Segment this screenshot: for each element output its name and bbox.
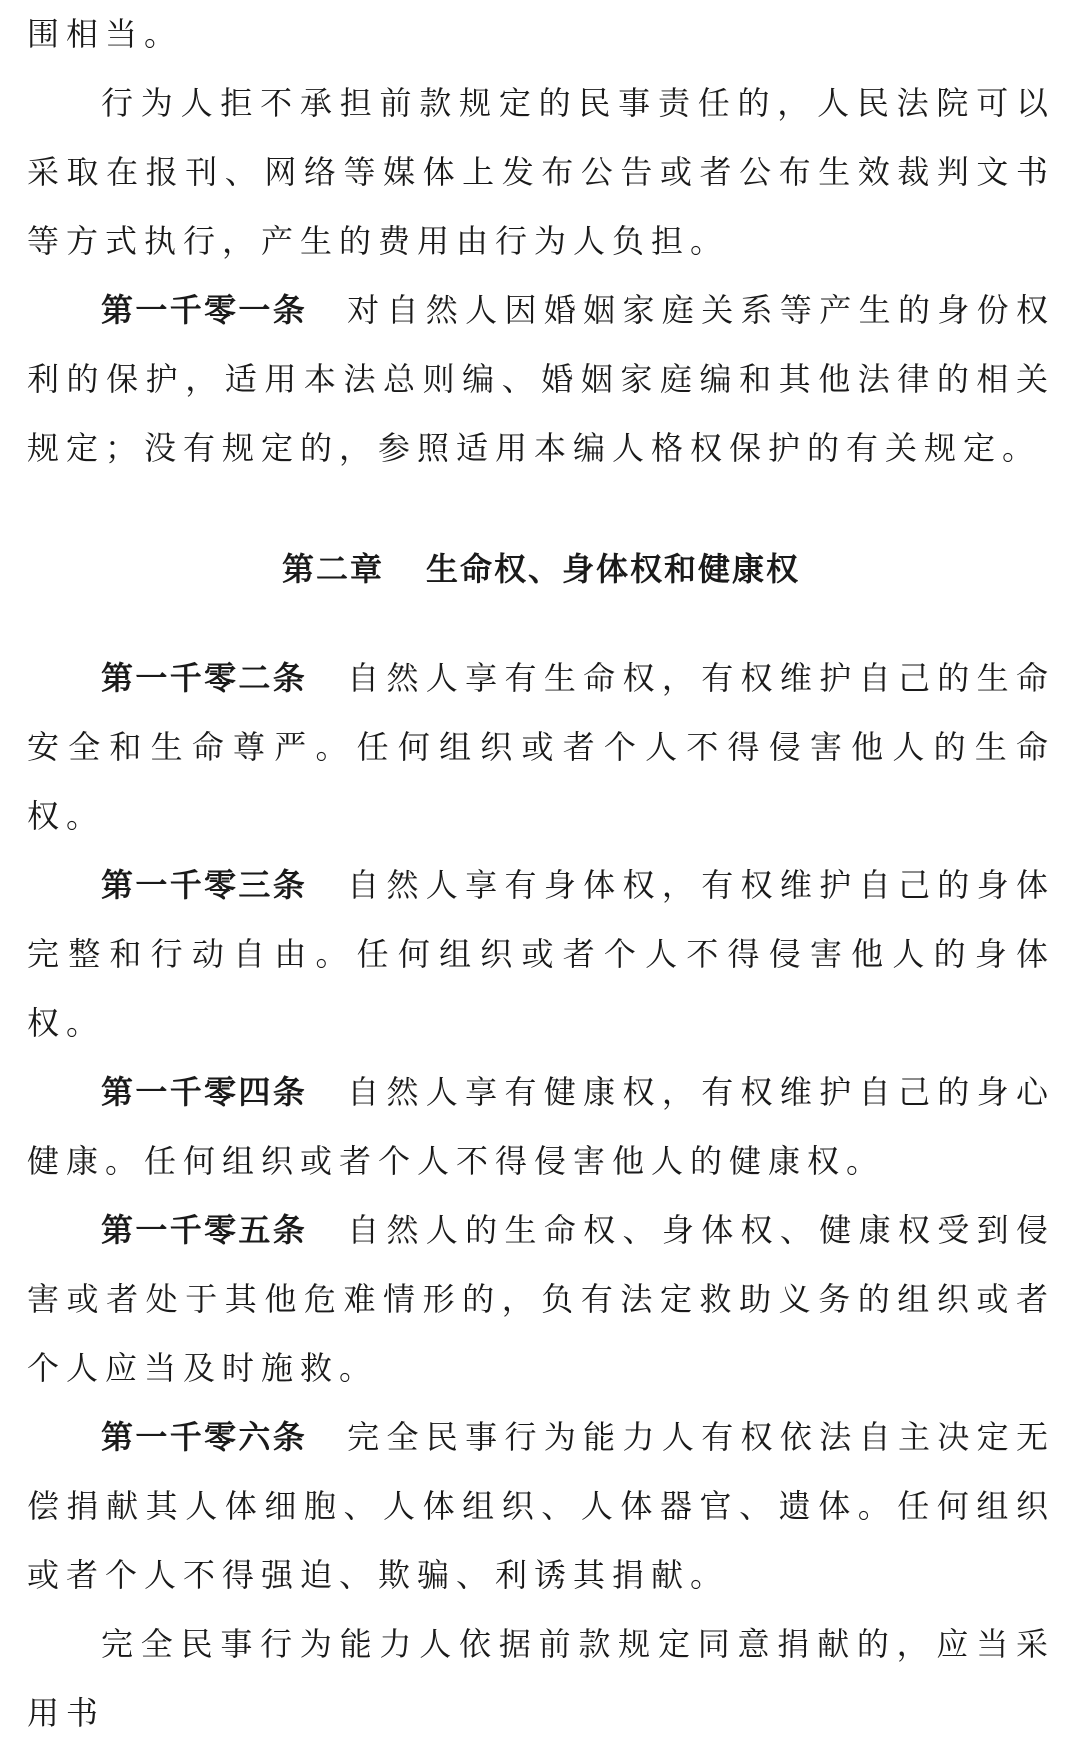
article-label: 第一千零二条 bbox=[101, 659, 308, 697]
article-1005 bbox=[27, 1196, 1055, 1403]
chapter-title: 生命权、身体权和健康权 bbox=[426, 550, 801, 588]
document-page bbox=[27, 0, 1055, 1748]
article-label: 第一千零三条 bbox=[101, 866, 308, 904]
article-1003 bbox=[27, 851, 1055, 1058]
paragraph-continuation: 围相当。 bbox=[27, 15, 184, 53]
paragraph-enforcement: 行为人拒不承担前款规定的民事责任的，人民法院可以采取在报刊、网络等媒体上发布公告或者公布生效裁判文书等方式执行，产生的费用由行为人负担。 bbox=[27, 84, 1055, 260]
article-text: 自然人享有健康权，有权维护自己的身心健康。任何组织或者个人不得侵害他人的健康权。 bbox=[27, 1073, 1055, 1180]
article-1004 bbox=[27, 1058, 1055, 1196]
chapter-heading bbox=[27, 535, 1055, 604]
chapter-number: 第二章 bbox=[281, 550, 384, 588]
article-1006 bbox=[27, 1403, 1055, 1610]
article-text: 对自然人因婚姻家庭关系等产生的身份权利的保护，适用本法总则编、婚姻家庭编和其他法律的相关规定；没有规定的，参照适用本编人格权保护的有关规定。 bbox=[27, 291, 1055, 467]
article-1001 bbox=[27, 276, 1055, 483]
article-text: 自然人享有生命权，有权维护自己的生命安全和生命尊严。任何组织或者个人不得侵害他人的生命权。 bbox=[27, 659, 1055, 835]
article-1002 bbox=[27, 644, 1055, 851]
article-text: 自然人的生命权、身体权、健康权受到侵害或者处于其他危难情形的，负有法定救助义务的组织或者个人应当及时施救。 bbox=[27, 1211, 1055, 1387]
article-label: 第一千零四条 bbox=[101, 1073, 308, 1111]
article-text: 完全民事行为能力人有权依法自主决定无偿捐献其人体细胞、人体组织、人体器官、遗体。任何组织或者个人不得强迫、欺骗、利诱其捐献。 bbox=[27, 1418, 1055, 1594]
article-label: 第一千零一条 bbox=[101, 291, 308, 329]
article-label: 第一千零六条 bbox=[101, 1418, 308, 1456]
article-label: 第一千零五条 bbox=[101, 1211, 308, 1249]
article-text: 自然人享有身体权，有权维护自己的身体完整和行动自由。任何组织或者个人不得侵害他人的身体权。 bbox=[27, 866, 1055, 1042]
paragraph-consent: 完全民事行为能力人依据前款规定同意捐献的，应当采用书 bbox=[27, 1625, 1055, 1732]
